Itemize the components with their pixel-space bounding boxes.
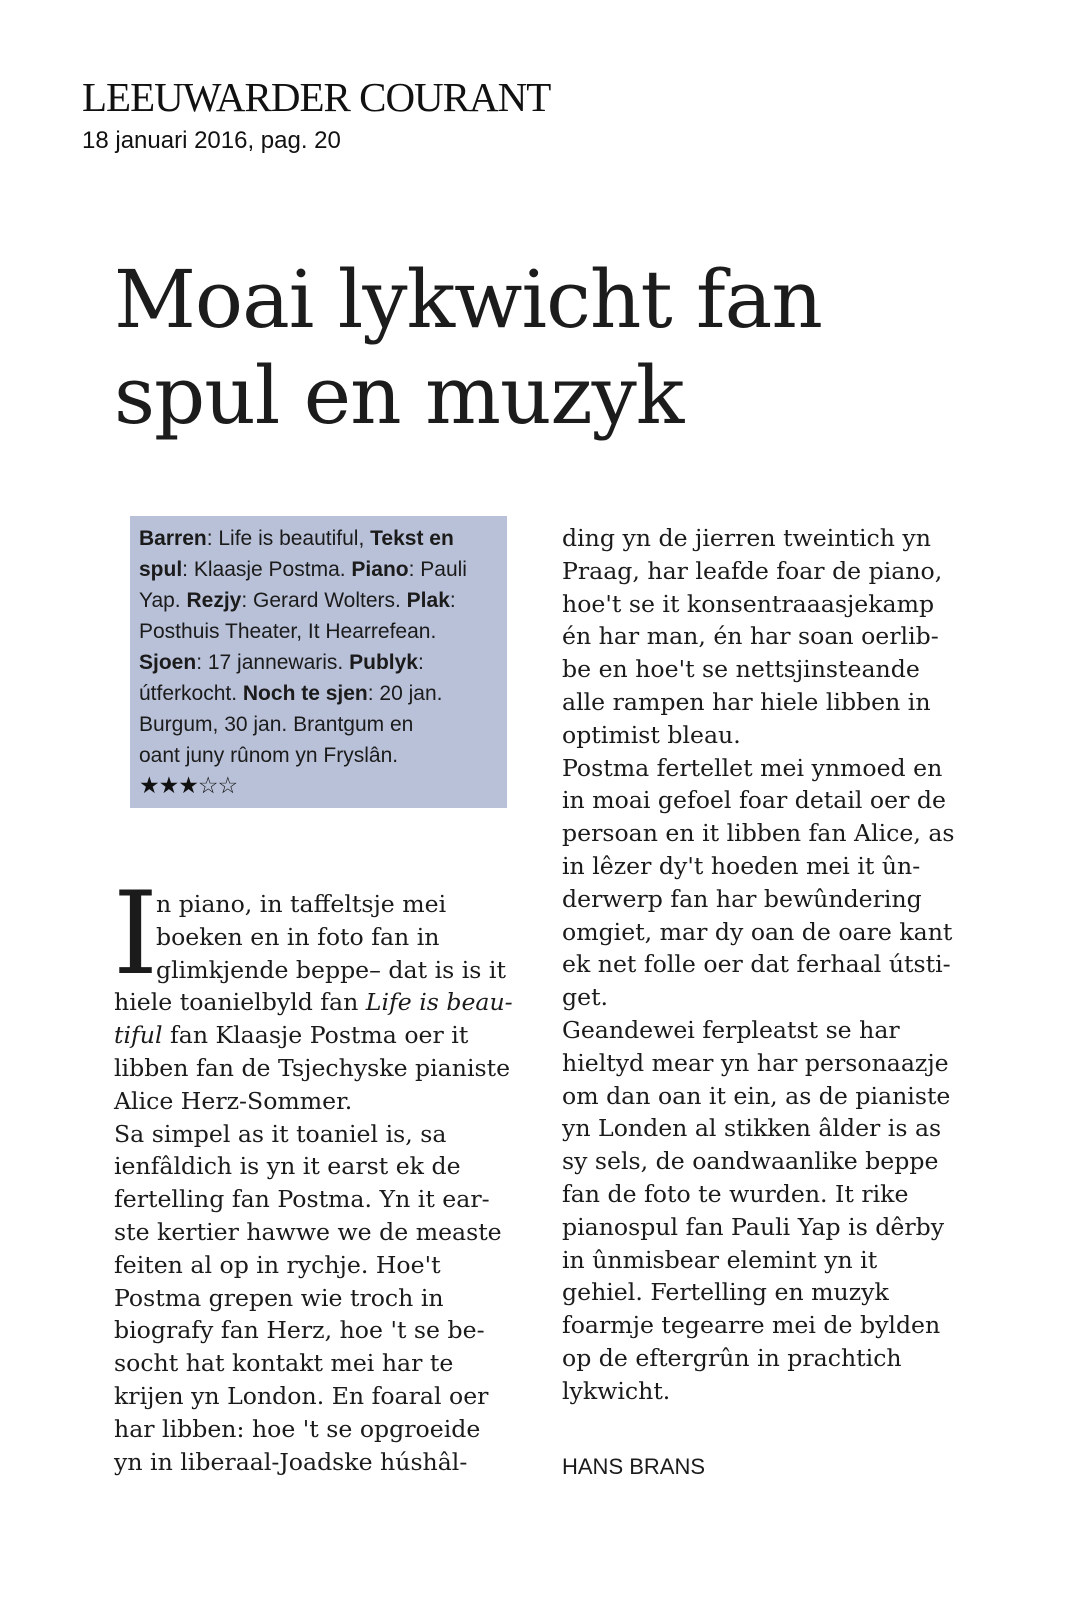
text-run: socht hat kontakt mei har te — [114, 1349, 454, 1378]
text-run: feiten al op in rychje. Hoe't — [114, 1250, 441, 1279]
text-line — [114, 1413, 534, 1446]
text-run: n piano, in taffeltsje mei — [156, 890, 447, 918]
text-line: in ûnmisbear elemint yn it — [562, 1245, 878, 1274]
text-line — [114, 1282, 534, 1315]
text-run: Alice Herz-Sommer. — [114, 1086, 353, 1115]
text-run: : Gerard Wolters. — [241, 589, 407, 612]
text-line — [114, 1446, 534, 1479]
article-column-left — [114, 888, 534, 1478]
bold-label: spul — [139, 558, 183, 581]
publication-dateline: 18 januari 2016, pag. 20 — [82, 127, 341, 154]
text-run: ienfâldich is yn it earst ek de — [114, 1152, 461, 1181]
text-line — [114, 1380, 534, 1413]
bold-label: Barren — [139, 527, 207, 550]
text-line — [139, 585, 499, 616]
text-line: ek net folle oer dat ferhaal útsti- — [562, 950, 951, 979]
text-line — [139, 616, 499, 647]
text-line — [114, 954, 534, 987]
text-line — [114, 1216, 534, 1249]
bold-label: Piano — [351, 558, 409, 581]
text-line: Postma fertellet mei ynmoed en — [562, 753, 943, 782]
text-line: én har man, én har soan oerlib- — [562, 622, 939, 651]
article-byline: HANS BRANS — [562, 1454, 706, 1479]
text-run: : 20 jan. — [367, 682, 443, 705]
text-line — [114, 986, 534, 1019]
text-run: Postma grepen wie troch in — [114, 1283, 444, 1312]
text-line: omgiet, mar dy oan de oare kant — [562, 917, 953, 946]
italic-text: tiful — [114, 1021, 163, 1050]
text-line: gehiel. Fertelling en muzyk — [562, 1278, 889, 1307]
text-line: op de eftergrûn in prachtich — [562, 1343, 902, 1372]
text-run: fertelling fan Postma. Yn it ear- — [114, 1185, 490, 1214]
italic-text: Life is beau- — [365, 988, 513, 1017]
text-line: lykwicht. — [562, 1376, 671, 1405]
text-run: : 17 jannewaris. — [196, 651, 350, 674]
text-run: glimkjende beppe– dat is is it — [156, 955, 506, 984]
bold-label: Noch te sjen — [242, 682, 368, 705]
text-line: pianospul fan Pauli Yap is dêrby — [562, 1212, 945, 1241]
text-run: : — [417, 651, 424, 674]
text-line: yn Londen al stikken âlder is as — [562, 1114, 942, 1143]
infobox-credits — [139, 523, 499, 771]
text-line: Praag, har leafde foar de piano, — [562, 556, 943, 585]
publication-masthead: LEEUWARDER COURANT — [82, 74, 551, 120]
text-run: : Life is beautiful, — [206, 527, 371, 550]
bold-label: Plak — [406, 589, 450, 612]
text-run: oant juny rûnom yn Fryslân. — [139, 744, 399, 767]
text-line — [139, 709, 499, 740]
text-line — [114, 1150, 534, 1183]
text-line — [114, 921, 534, 954]
text-line — [114, 1085, 534, 1118]
text-line — [114, 1118, 534, 1151]
text-line — [114, 888, 534, 921]
text-run: hiele toanielbyld fan — [114, 988, 366, 1017]
article-headline — [114, 252, 822, 444]
text-line — [139, 554, 499, 585]
bold-label: Publyk — [349, 651, 418, 674]
text-line: in lêzer dy't hoeden mei it ûn- — [562, 851, 921, 880]
text-line: hieltyd mear yn har personaazje — [562, 1048, 949, 1077]
text-run: krijen yn London. En foaral oer — [114, 1381, 489, 1410]
text-run: fan Klaasje Postma oer it — [162, 1021, 469, 1050]
text-run: biografy fan Herz, hoe 't se be- — [114, 1316, 485, 1345]
text-line: be en hoe't se nettsjinsteande — [562, 655, 920, 684]
text-run: yn in liberaal-Joadske húshâl- — [114, 1447, 468, 1476]
text-line — [139, 647, 499, 678]
bold-label: Sjoen — [139, 651, 197, 674]
star-rating: ★★★☆☆ — [139, 773, 238, 799]
text-line: hoe't se it konsentraaasjekamp — [562, 589, 935, 618]
text-line: ding yn de jierren tweintich yn — [562, 524, 931, 552]
text-line: Geandewei ferpleatst se har — [562, 1015, 900, 1044]
text-line — [114, 1314, 534, 1347]
article-column-right — [562, 522, 982, 1408]
text-line — [114, 1052, 534, 1085]
text-run: har libben: hoe 't se opgroeide — [114, 1414, 481, 1443]
text-line: foarmje tegearre mei de bylden — [562, 1311, 941, 1340]
text-line: persoan en it libben fan Alice, as — [562, 819, 955, 848]
text-line — [114, 1249, 534, 1282]
text-line — [114, 1183, 534, 1216]
text-line: om dan oan it ein, as de pianiste — [562, 1081, 951, 1110]
headline-line: Moai lykwicht fan — [114, 253, 822, 346]
drop-cap: I — [113, 867, 159, 1000]
text-run: libben fan de Tsjechyske pianiste — [114, 1053, 511, 1082]
headline-line: spul en muzyk — [114, 349, 684, 442]
text-line: get. — [562, 983, 609, 1012]
review-infobox — [130, 516, 507, 808]
text-line — [139, 523, 499, 554]
text-line: derwerp fan har bewûndering — [562, 884, 922, 913]
text-run: Posthuis Theater, It Hearrefean. — [139, 620, 437, 643]
text-line: fan de foto te wurden. It rike — [562, 1179, 909, 1208]
text-run: Burgum, 30 jan. Brantgum en — [139, 713, 414, 736]
text-line: sy sels, de oandwaanlike beppe — [562, 1147, 939, 1176]
text-line — [114, 1019, 534, 1052]
text-run: boeken en in foto fan in — [156, 922, 440, 951]
text-line — [114, 1347, 534, 1380]
text-line: in moai gefoel foar detail oer de — [562, 786, 946, 815]
text-run: : — [449, 589, 456, 612]
text-run: : Klaasje Postma. — [182, 558, 352, 581]
text-run: Sa simpel as it toaniel is, sa — [114, 1119, 447, 1148]
text-line — [139, 740, 499, 771]
text-line: optimist bleau. — [562, 720, 741, 749]
text-run: ste kertier hawwe we de measte — [114, 1217, 502, 1246]
text-run: útferkocht. — [139, 682, 243, 705]
bold-label: Rezjy — [186, 589, 242, 612]
text-run: : Pauli — [408, 558, 467, 581]
text-run: Yap. — [139, 589, 187, 612]
bold-label: Tekst en — [370, 527, 454, 550]
text-line: alle rampen har hiele libben in — [562, 687, 931, 716]
text-line — [139, 678, 499, 709]
